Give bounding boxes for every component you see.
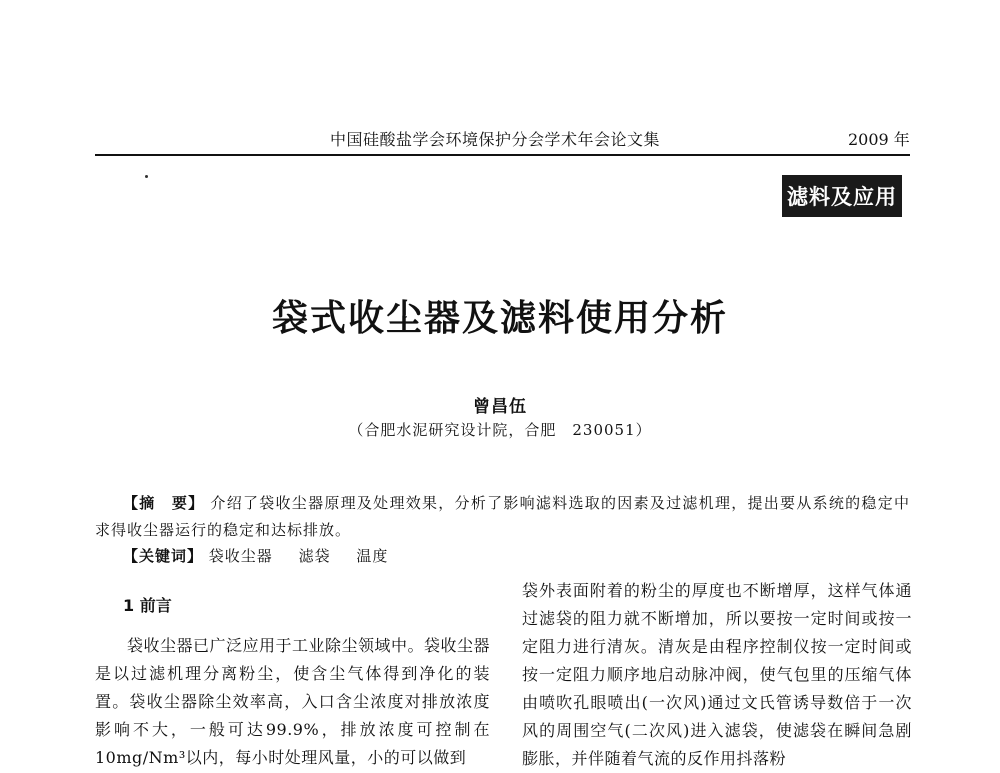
author: 曾昌伍 xyxy=(473,397,527,417)
keyword-item: 袋收尘器 xyxy=(208,547,273,565)
keywords xyxy=(123,545,408,567)
paper-title: 袋式收尘器及滤料使用分析 xyxy=(271,297,728,339)
body-column-left xyxy=(95,586,490,772)
header-rule xyxy=(95,154,910,156)
keywords-label: 【关键词】 xyxy=(123,547,204,565)
keyword-item: 滤袋 xyxy=(298,547,331,565)
body-column-right xyxy=(522,577,912,773)
body-paragraph: 袋收尘器已广泛应用于工业除尘领域中。袋收尘器是以过滤机理分离粉尘，使含尘气体得到净化的装置。袋收尘器除尘效率高，入口含尘浓度对排放浓度影响不大，一般可达99.9%，排放浓度可控制在10mg/Nm³以内，每小时处理风量，小的可以做到 xyxy=(95,636,491,767)
section-badge: 滤料及应用 xyxy=(782,175,902,217)
abstract-label: 【摘 要】 xyxy=(123,494,205,512)
running-header-year: 2009 年 xyxy=(848,130,910,149)
body-paragraph: 袋外表面附着的粉尘的厚度也不断增厚，这样气体通过滤袋的阻力就不断增加，所以要按一定时间或按一定阻力进行清灰。清灰是由程序控制仪按一定时间或按一定阻力顺序地启动脉冲阀，使气包里的压缩气体由喷吹孔眼喷出(一次风)通过文氏管诱导数倍于一次风的周围空气(二次风)进入滤袋，使滤袋在瞬间急剧膨胀，并伴随着气流的反作用抖落粉 xyxy=(522,581,912,768)
section-heading: 1 前言 xyxy=(123,596,172,615)
abstract-text: 介绍了袋收尘器原理及处理效果，分析了影响滤料选取的因素及过滤机理，提出要从系统的稳定中求得收尘器运行的稳定和达标排放。 xyxy=(95,494,910,539)
scan-speck xyxy=(145,175,148,178)
abstract xyxy=(95,490,910,544)
keyword-item: 温度 xyxy=(356,547,389,565)
affiliation: （合肥水泥研究设计院，合肥 230051） xyxy=(348,421,652,439)
running-header-journal: 中国硅酸盐学会环境保护分会学术年会论文集 xyxy=(330,130,661,149)
